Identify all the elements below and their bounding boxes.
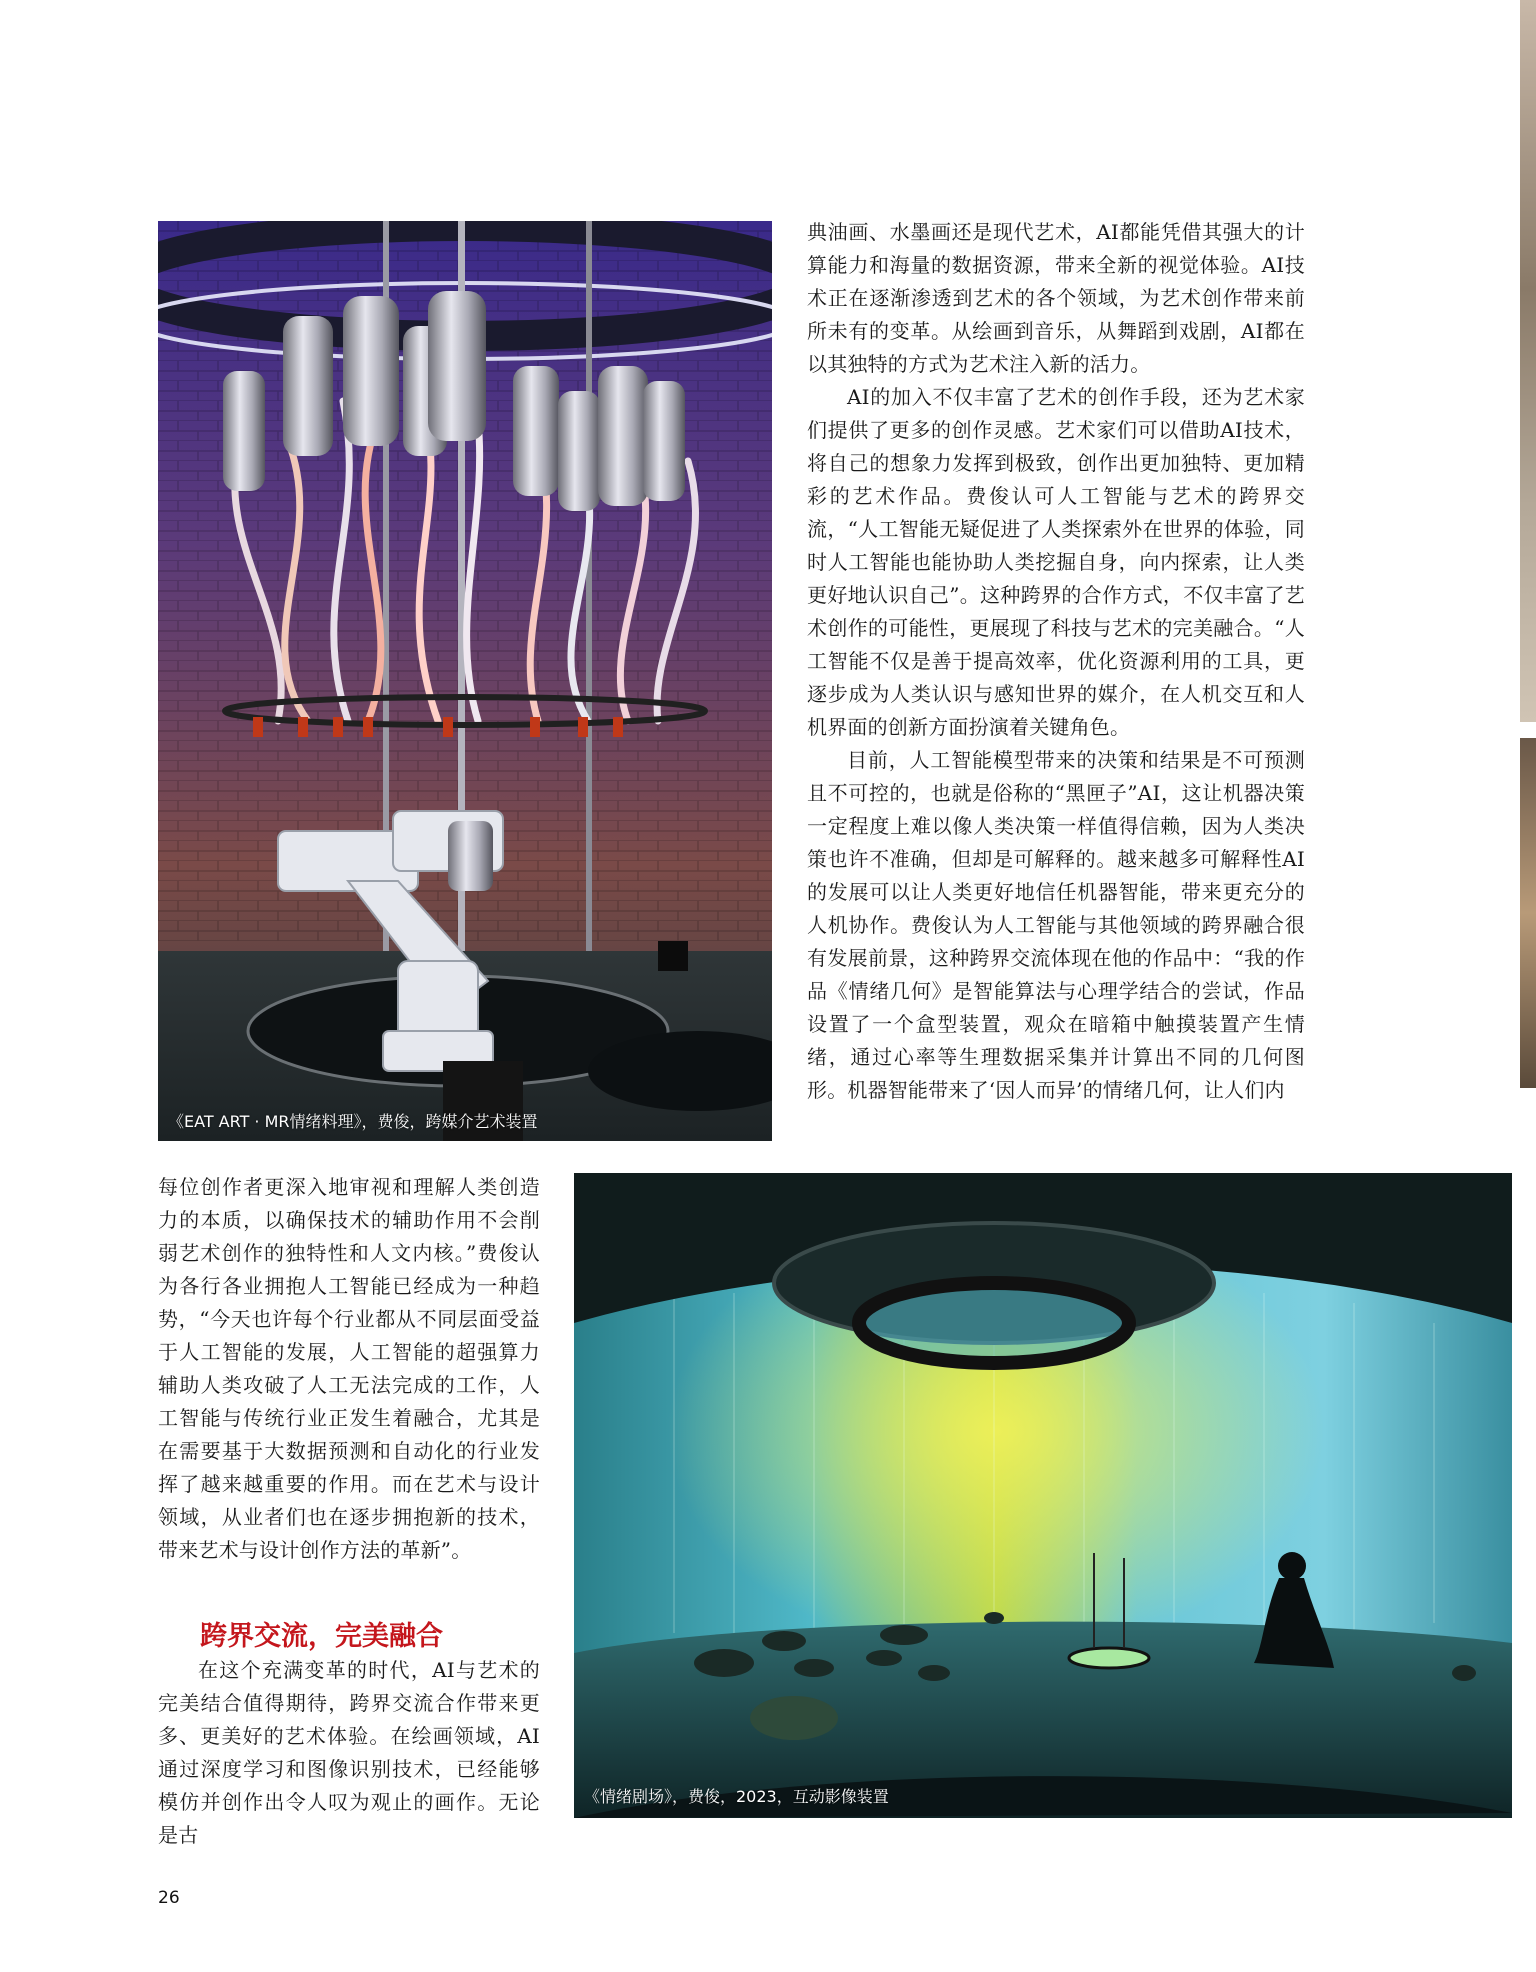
article-left-column [158, 1171, 540, 1567]
figure-caption-eat-art: 《EAT ART · MR情绪料理》，费俊，跨媒介艺术装置 [168, 1112, 538, 1131]
paragraph: AI的加入不仅丰富了艺术的创作手段，还为艺术家们提供了更多的创作灵感。艺术家们可以借助AI技术，将自己的想象力发挥到极致，创作出更加独特、更加精彩的艺术作品。费俊认可人工智能与艺术的跨界交流，“人工智能无疑促进了人类探索外在世界的体验，同时人工智能也能协助人类挖掘自身，向内探索，让人类更好地认识自己”。这种跨界的合作方式，不仅丰富了艺术创作的可能性，更展现了科技与艺术的完美融合。“人工智能不仅是善于提高效率，优化资源利用的工具，更逐步成为人类认识与感知世界的媒介，在人机交互和人机界面的创新方面扮演着关键角色。 [807, 385, 1305, 739]
paragraph: 每位创作者更深入地审视和理解人类创造力的本质，以确保技术的辅助作用不会削弱艺术创作的独特性和人文内核。”费俊认为各行各业拥抱人工智能已经成为一种趋势，“今天也许每个行业都从不同层面受益于人工智能的发展，人工智能的超强算力辅助人类攻破了人工无法完成的工作，人工智能与传统行业正发生着融合，尤其是在需要基于大数据预测和自动化的行业发挥了越来越重要的作用。而在艺术与设计领域，从业者们也在逐步拥抱新的技术，带来艺术与设计创作方法的革新”。 [158, 1175, 540, 1562]
theatre-illustration [574, 1173, 1512, 1818]
page-number: 26 [158, 1888, 180, 1908]
installation-illustration [158, 221, 772, 1141]
paragraph: 目前，人工智能模型带来的决策和结果是不可预测且不可控的，也就是俗称的“黑匣子”AI，这让机器决策一定程度上难以像人类决策一样值得信赖，因为人类决策也许不准确，但却是可解释的。越来越多可解释性AI的发展可以让人类更好地信任机器智能，带来更充分的人机协作。费俊认为人工智能与其他领域的跨界融合很有发展前景，这种跨界交流体现在他的作品中：“我的作品《情绪几何》是智能算法与心理学结合的尝试，作品设置了一个盒型装置，观众在暗箱中触摸装置产生情绪，通过心率等生理数据采集并计算出不同的几何图形。机器智能带来了‘因人而异’的情绪几何，让人们内 [807, 748, 1305, 1102]
article-right-column [807, 216, 1305, 1107]
page-edge-strip [1520, 738, 1536, 1088]
article-section-column [158, 1654, 540, 1852]
paragraph: 在这个充满变革的时代，AI与艺术的完美结合值得期待，跨界交流合作带来更多、更美好的艺术体验。在绘画领域，AI通过深度学习和图像识别技术，已经能够模仿并创作出令人叹为观止的画作。无论是古 [158, 1658, 540, 1847]
page-edge-strip [1520, 0, 1536, 722]
paragraph: 典油画、水墨画还是现代艺术，AI都能凭借其强大的计算能力和海量的数据资源，带来全新的视觉体验。AI技术正在逐渐渗透到艺术的各个领域，为艺术创作带来前所未有的变革。从绘画到音乐，从舞蹈到戏剧，AI都在以其独特的方式为艺术注入新的活力。 [807, 220, 1305, 376]
installation-photo-eat-art [158, 221, 772, 1141]
figure-caption-emotion-theatre: 《情绪剧场》，费俊，2023，互动影像装置 [584, 1787, 889, 1806]
installation-photo-emotion-theatre [574, 1173, 1512, 1818]
section-heading: 跨界交流，完美融合 [200, 1621, 443, 1652]
